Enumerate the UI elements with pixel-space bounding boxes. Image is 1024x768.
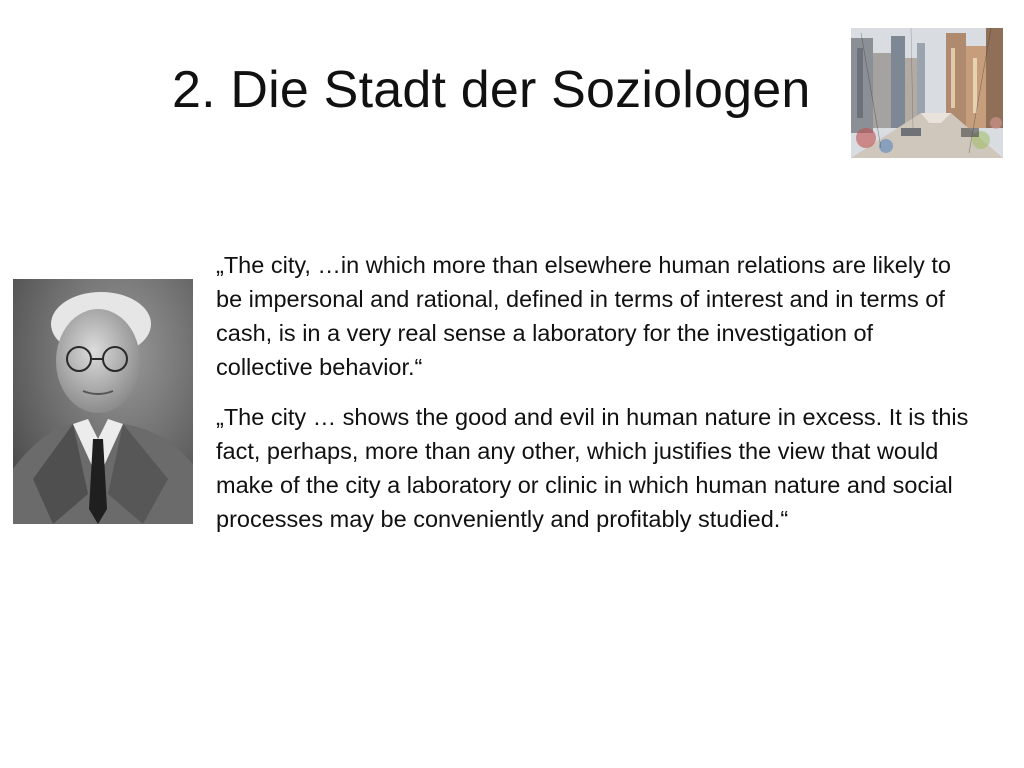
slide-title: 2. Die Stadt der Soziologen bbox=[172, 61, 811, 119]
quote-1: „The city, …in which more than elsewhere human relations are likely to be impersonal and rational, defined in terms of interest and in terms of cash, is in a very real sense a laboratory for the investigation of collective behavior.“ bbox=[216, 252, 951, 380]
quotes-body bbox=[216, 248, 976, 552]
quote-2: „The city … shows the good and evil in human nature in excess. It is this fact, perhaps, more than any other, which justifies the view that would make of the city a laboratory or clinic in which human nature and social processes may be conveniently and profitably studied.“ bbox=[216, 404, 969, 532]
portrait-photo bbox=[13, 279, 193, 524]
city-painting-image bbox=[851, 28, 1003, 158]
